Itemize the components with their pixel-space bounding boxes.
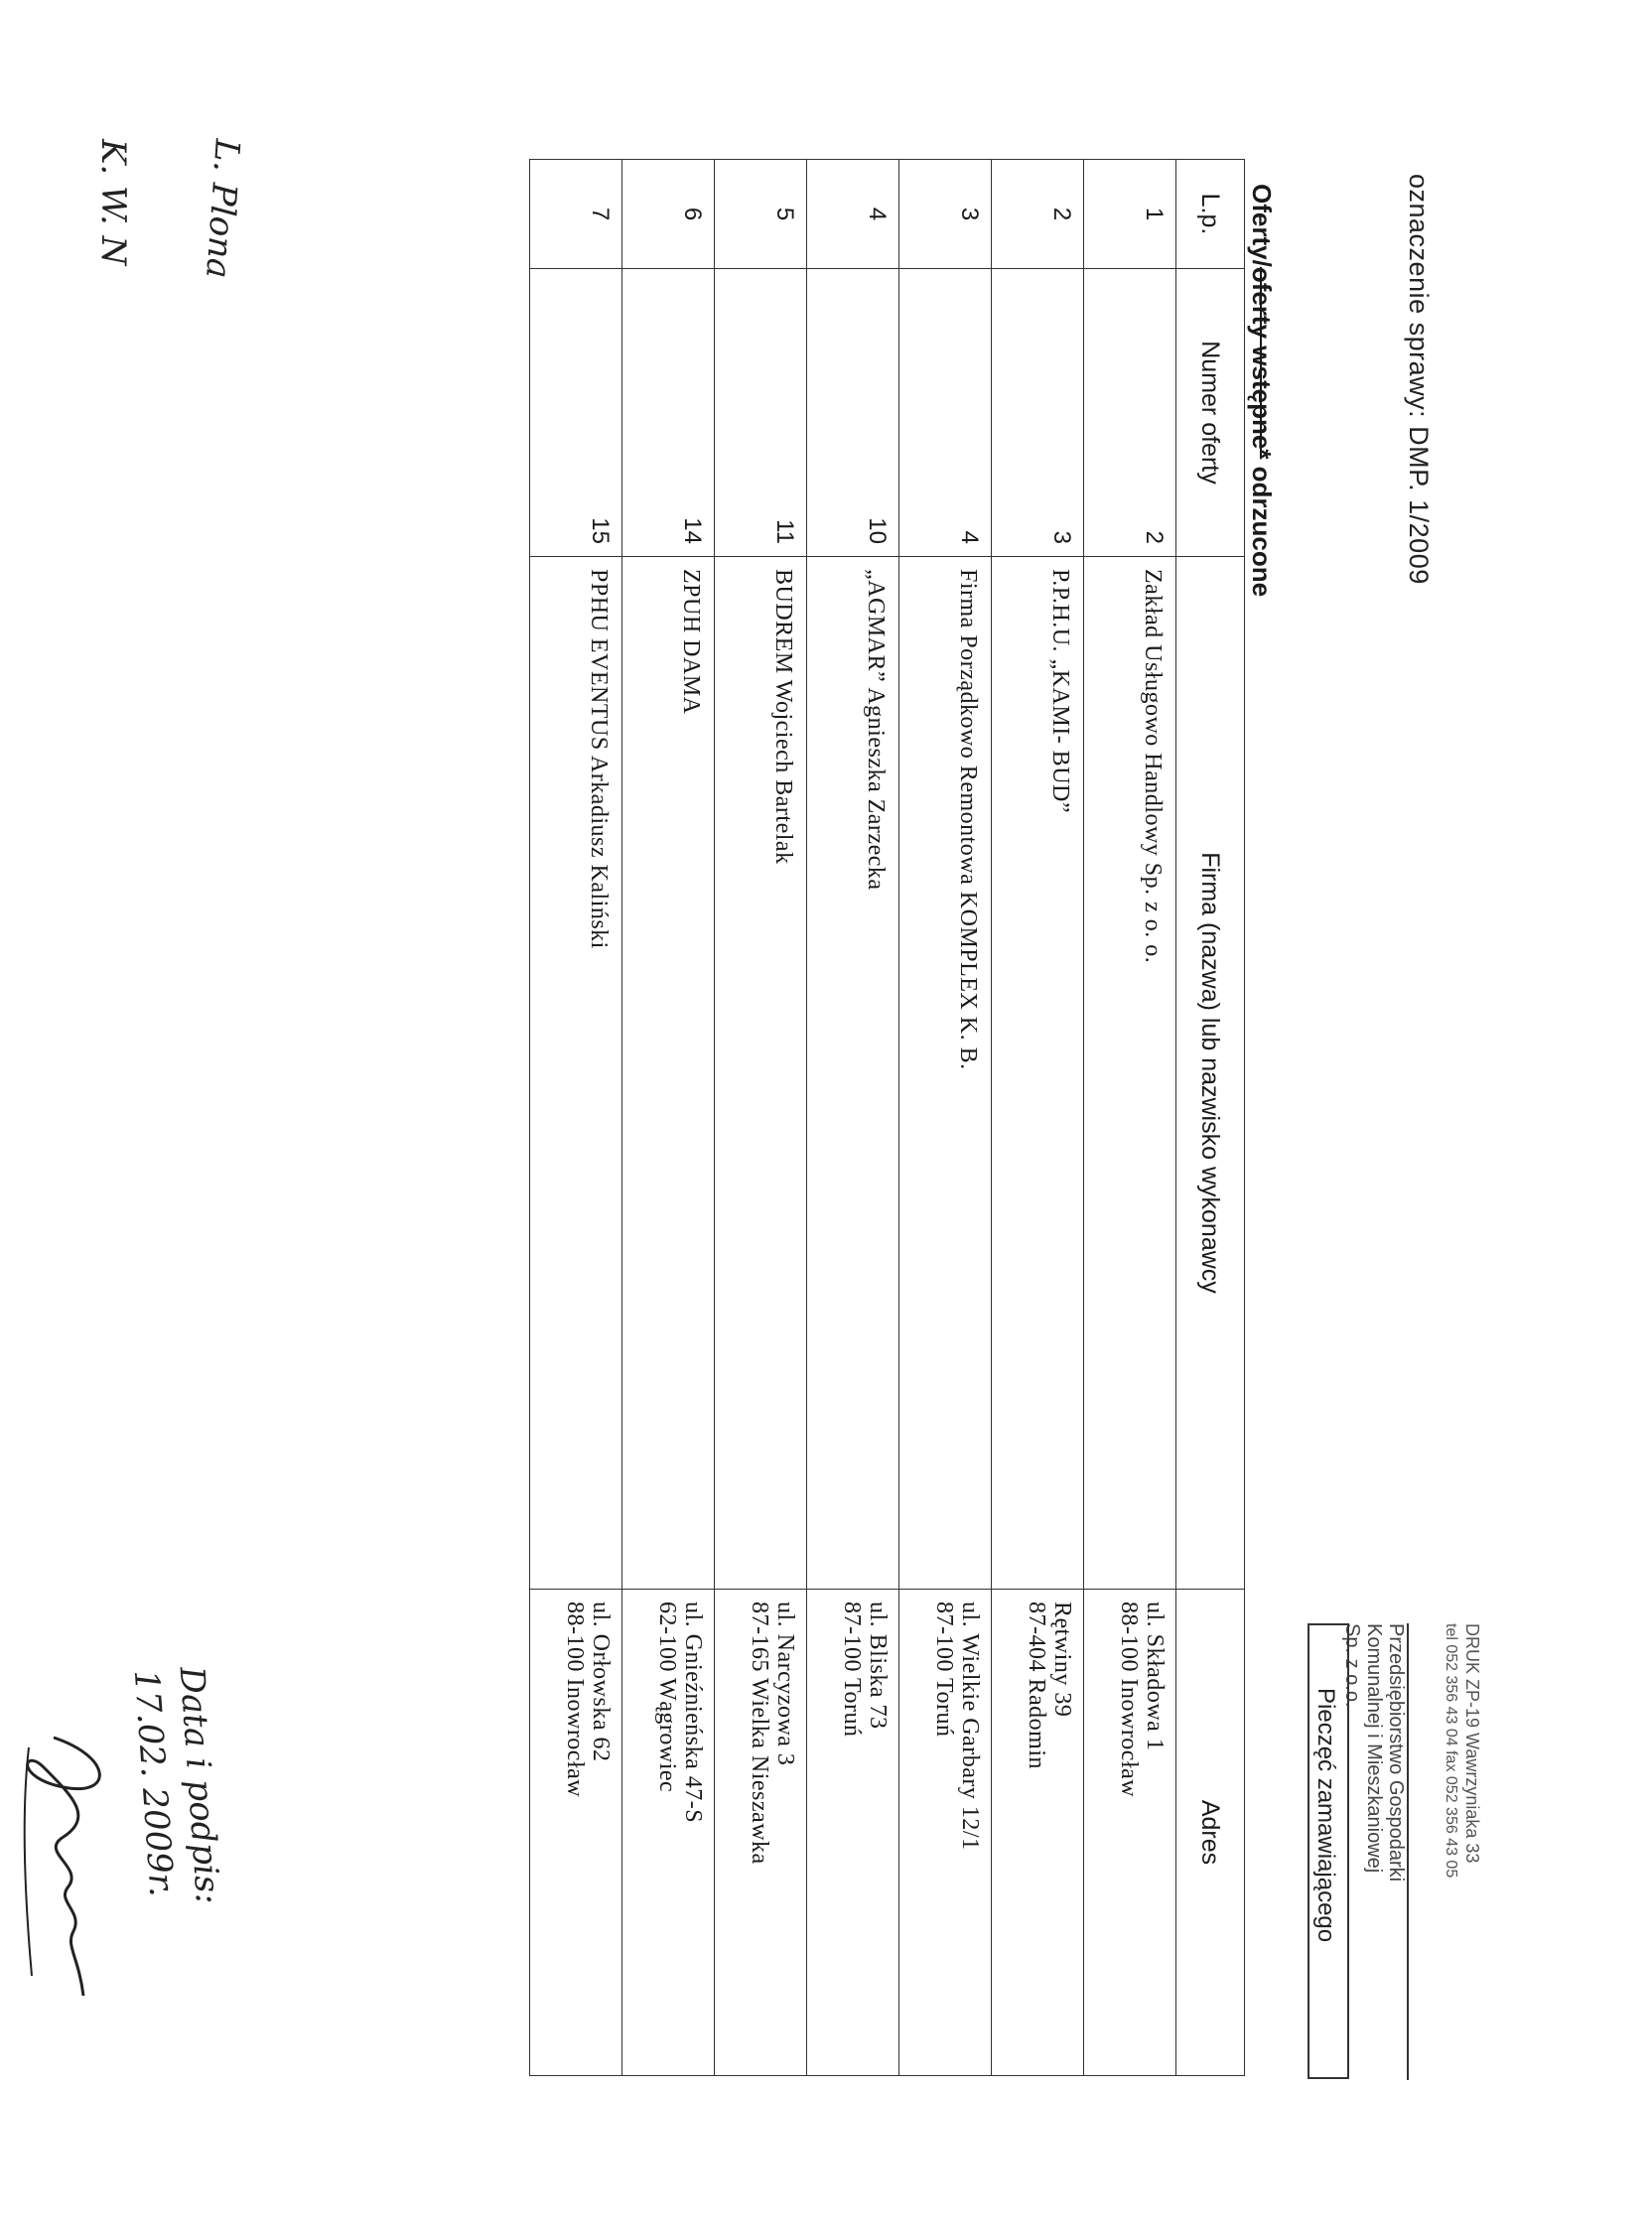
header-lp: L.p. — [1176, 160, 1245, 269]
cell-firm: „AGMAR” Agnieszka Zarzecka — [807, 557, 899, 1590]
handwritten-date: 17.02. 2009r. — [125, 1668, 182, 1898]
address-line-2: 88-100 Inowrocław — [562, 1602, 588, 1798]
cell-firm: P.P.H.U. „KAMI- BUD” — [992, 557, 1084, 1590]
address-line-1: ul. Orłowska 62 — [588, 1602, 614, 1762]
cell-lp: 1 — [1084, 160, 1176, 269]
table-row — [530, 160, 622, 2076]
cell-lp: 2 — [992, 160, 1084, 269]
table-title-prefix: Oferty/ — [1247, 184, 1277, 267]
cell-lp: 7 — [530, 160, 622, 269]
address-line-2: 88-100 Inowrocław — [1116, 1602, 1142, 1798]
address-line-1: ul. Składowa 1 — [1142, 1602, 1168, 1751]
table-row — [622, 160, 715, 2076]
cell-firm: ZPUH DAMA — [622, 557, 715, 1590]
table-title — [1246, 184, 1277, 597]
address-line-1: ul. Narcyzowa 3 — [772, 1602, 798, 1766]
address-line-2: 87-100 Toruń — [839, 1602, 865, 1738]
cell-lp: 5 — [715, 160, 807, 269]
cell-firm: BUDREM Wojciech Bartelak — [715, 557, 807, 1590]
table-row — [899, 160, 992, 2076]
cell-address — [530, 1590, 622, 2076]
address-line-1: ul. Wielkie Garbary 12/1 — [957, 1602, 983, 1851]
table-row — [1084, 160, 1176, 2076]
header-offer-number: Numer oferty — [1176, 269, 1245, 557]
cell-address — [1084, 1590, 1176, 2076]
cell-lp: 6 — [622, 160, 715, 269]
cell-offer-number: 11 — [715, 269, 807, 557]
cell-offer-number: 15 — [530, 269, 622, 557]
address-line-2: 87-404 Radomin — [1024, 1602, 1049, 1769]
table-row — [807, 160, 899, 2076]
header-firm: Firma (nazwa) lub nazwisko wykonawcy — [1176, 557, 1245, 1590]
handwritten-left-initials: K. W. N — [93, 139, 133, 266]
company-stamp-form — [1409, 1623, 1483, 2080]
header-address: Adres — [1176, 1590, 1245, 2076]
stamp-line-3: Sp. z o.o. — [1341, 1623, 1363, 1708]
address-line-2: 62-100 Wągrowiec — [654, 1602, 680, 1793]
table-row — [715, 160, 807, 2076]
cell-offer-number: 10 — [807, 269, 899, 557]
address-line-2: 87-165 Wielka Nieszawka — [747, 1602, 772, 1865]
stamp-caption: Pieczęć zamawiającego — [1312, 1688, 1339, 1943]
cell-address — [622, 1590, 715, 2076]
cell-lp: 3 — [899, 160, 992, 269]
address-line-1: ul. Gnieźnieńska 47-S — [680, 1602, 706, 1824]
cell-firm: PPHU EVENTUS Arkadiusz Kaliński — [530, 557, 622, 1590]
cell-address — [715, 1590, 807, 2076]
cell-firm: Zakład Usługowo Handlowy Sp. z o. o. — [1084, 557, 1176, 1590]
address-line-2: 87-100 Toruń — [931, 1602, 957, 1738]
table-title-struck: oferty wstępne* — [1247, 266, 1277, 460]
rejected-offers-table — [529, 159, 1245, 2076]
cell-address — [807, 1590, 899, 2076]
address-line-1: ul. Bliska 73 — [865, 1602, 891, 1730]
stamp-line-5: tel 052 356 43 04 fax 052 356 43 05 — [1443, 1623, 1459, 1879]
signature — [14, 1728, 123, 2006]
cell-firm: Firma Porządkowo Remontowa KOMPLEX K. B. — [899, 557, 992, 1590]
cell-address — [992, 1590, 1084, 2076]
stamp-line-2: Komunalnej i Mieszkaniowej — [1363, 1623, 1385, 1874]
cell-address — [899, 1590, 992, 2076]
cell-offer-number: 14 — [622, 269, 715, 557]
case-reference: oznaczenie sprawy: DMP. 1/2009 — [1404, 174, 1434, 585]
address-line-1: Rętwiny 39 — [1049, 1602, 1075, 1718]
stamp-line-4: DRUK ZP-19 Wawrzyniaka 33 — [1462, 1623, 1482, 1864]
handwritten-date-label: Data i podpis: — [171, 1665, 228, 1905]
table-header-row — [1176, 160, 1245, 2076]
handwritten-left-note: L. Plona — [198, 137, 247, 280]
handwritten-date-note — [123, 1665, 230, 1908]
table-title-suffix: odrzucone — [1247, 459, 1277, 598]
cell-offer-number: 2 — [1084, 269, 1176, 557]
cell-offer-number: 3 — [992, 269, 1084, 557]
cell-lp: 4 — [807, 160, 899, 269]
stamp-line-1: Przedsiębiorstwo Gospodarki — [1385, 1623, 1407, 1882]
cell-offer-number: 4 — [899, 269, 992, 557]
table-row — [992, 160, 1084, 2076]
